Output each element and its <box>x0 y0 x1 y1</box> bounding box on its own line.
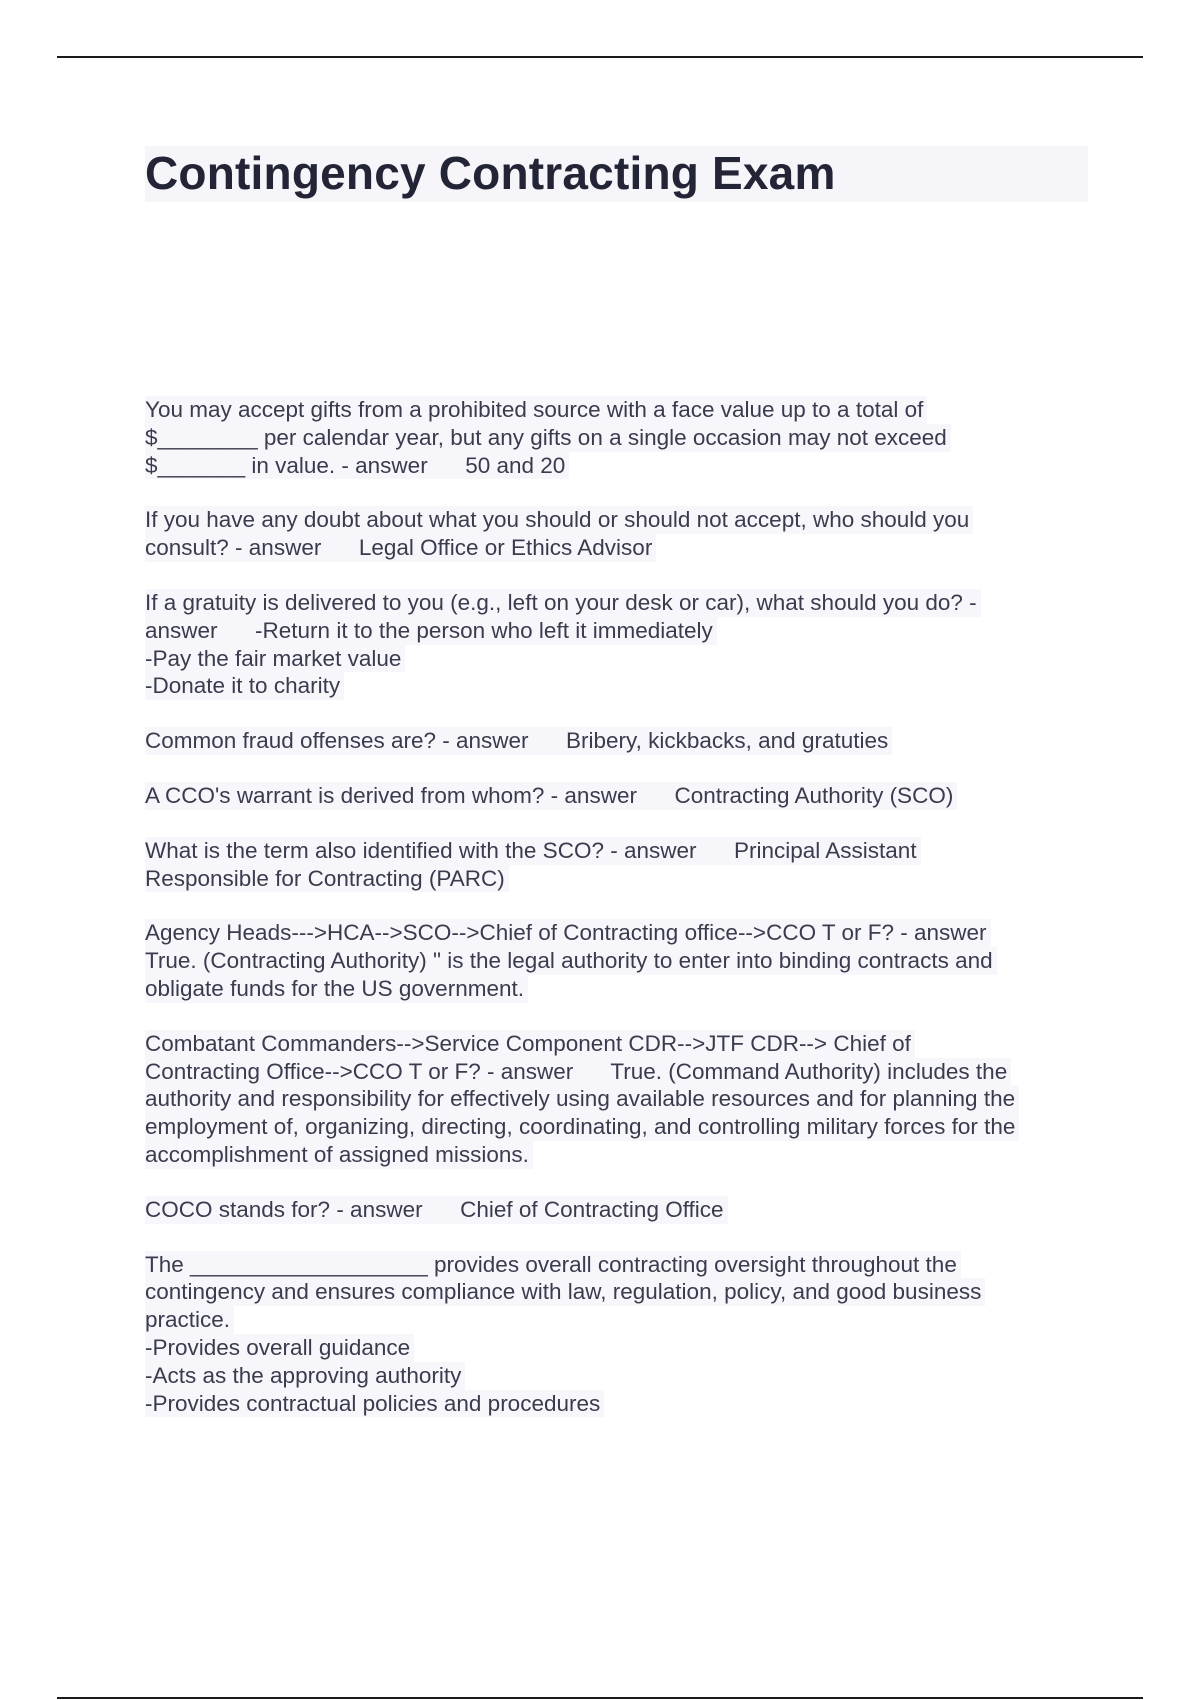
qa-line: $_______ in value. - answer 50 and 20 <box>145 452 569 480</box>
qa-entry <box>145 1030 1095 1169</box>
qa-entry <box>145 727 1095 755</box>
qa-entry <box>145 919 1095 1002</box>
qa-entry <box>145 837 1095 893</box>
qa-line: Responsible for Contracting (PARC) <box>145 865 509 893</box>
qa-line: Combatant Commanders-->Service Component CDR-->JTF CDR--> Chief of <box>145 1030 915 1058</box>
qa-line: $________ per calendar year, but any gifts on a single occasion may not exceed <box>145 424 951 452</box>
qa-entry <box>145 396 1095 479</box>
qa-line: -Pay the fair market value <box>145 645 405 673</box>
qa-line: -Acts as the approving authority <box>145 1362 465 1390</box>
qa-line: You may accept gifts from a prohibited source with a face value up to a total of <box>145 396 927 424</box>
qa-line: Agency Heads--->HCA-->SCO-->Chief of Contracting office-->CCO T or F? - answer <box>145 919 991 947</box>
qa-line: A CCO's warrant is derived from whom? - answer Contracting Authority (SCO) <box>145 782 957 810</box>
qa-entry <box>145 782 1095 810</box>
qa-line: The ___________________ provides overall contracting oversight throughout the <box>145 1251 961 1279</box>
qa-entry <box>145 506 1095 562</box>
qa-line: obligate funds for the US government. <box>145 975 528 1003</box>
qa-line: Contracting Office-->CCO T or F? - answer True. (Command Authority) includes the <box>145 1058 1011 1086</box>
qa-line: -Provides overall guidance <box>145 1334 414 1362</box>
qa-line: accomplishment of assigned missions. <box>145 1141 533 1169</box>
qa-entry <box>145 589 1095 700</box>
qa-line: -Donate it to charity <box>145 672 344 700</box>
qa-list <box>145 396 1095 1417</box>
qa-entry <box>145 1196 1095 1224</box>
qa-line: Common fraud offenses are? - answer Bribery, kickbacks, and gratuties <box>145 727 892 755</box>
qa-line: authority and responsibility for effectively using available resources and for planning the <box>145 1085 1019 1113</box>
qa-line: contingency and ensures compliance with law, regulation, policy, and good business <box>145 1278 985 1306</box>
qa-line: If a gratuity is delivered to you (e.g., left on your desk or car), what should you do? - <box>145 589 981 617</box>
page-title: Contingency Contracting Exam <box>145 147 836 199</box>
qa-line: -Provides contractual policies and procedures <box>145 1390 604 1418</box>
qa-entry <box>145 1251 1095 1418</box>
qa-line: COCO stands for? - answer Chief of Contracting Office <box>145 1196 728 1224</box>
qa-line: answer -Return it to the person who left it immediately <box>145 617 717 645</box>
qa-line: True. (Contracting Authority) " is the legal authority to enter into binding contracts and <box>145 947 997 975</box>
qa-line: practice. <box>145 1306 234 1334</box>
qa-line: consult? - answer Legal Office or Ethics Advisor <box>145 534 656 562</box>
qa-line: employment of, organizing, directing, coordinating, and controlling military forces for the <box>145 1113 1019 1141</box>
bottom-rule <box>57 1697 1143 1699</box>
qa-line: What is the term also identified with the SCO? - answer Principal Assistant <box>145 837 921 865</box>
qa-line: If you have any doubt about what you should or should not accept, who should you <box>145 506 973 534</box>
top-rule <box>57 56 1143 58</box>
